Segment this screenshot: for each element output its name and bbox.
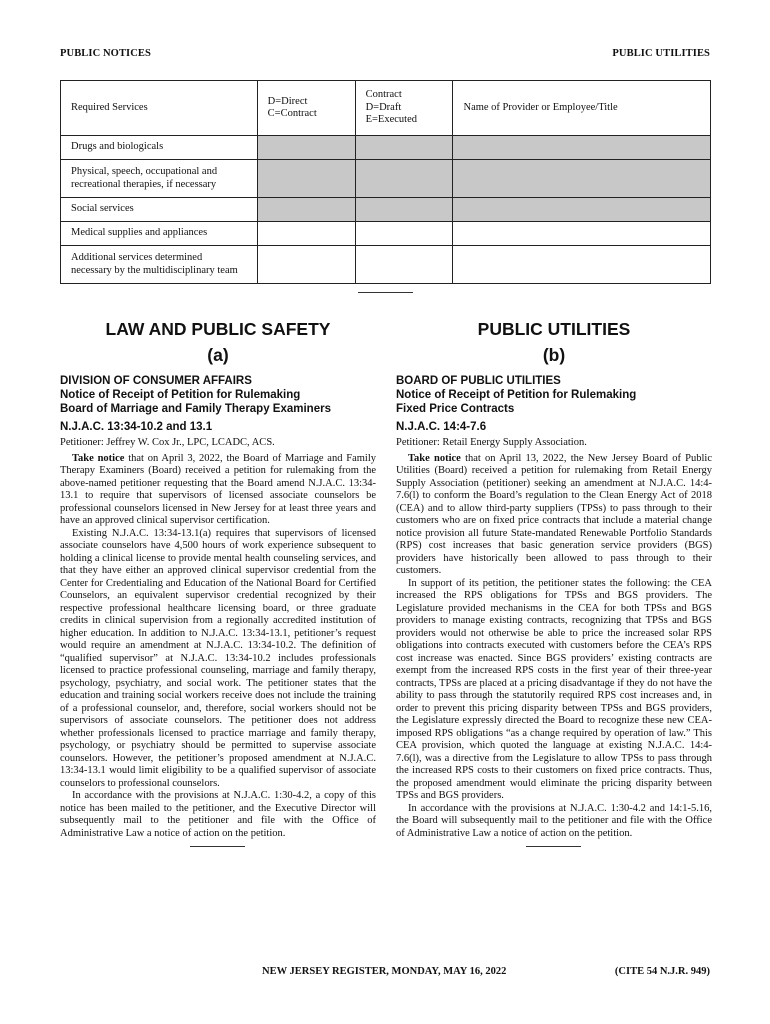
table-row [61, 198, 711, 222]
body-paragraph: In support of its petition, the petitioner states the following: the CEA increased the RPS obligations for TPSs and BGS providers. The Legislature provided mechanisms in the CEA for both TPSs and BGS providers to manage existing contracts, recognizing that TPSs and BGS providers would not otherwise be able to price the increased solar RPS obligations into contracts executed with customers before the CEA’s RPS cost increase was enacted. Since BGS providers’ existing contracts are exempt from the increased RPS costs in the first year of their three-year contracts, TPSs are placed at a pricing disadvantage if they do not have the ability to pass through the statutorily required RPS cost increases and, in order to prevent this pricing disparity between TPSs and BGS providers, the Legislature expressly directed the Board to recognize these new CEA-imposed RPS obligations “as a change required by operation of law.” This CEA provision, which quoted the language at existing N.J.A.C. 14:4-7.6(l), was a directive from the Legislature to allow TPSs to pass through the increased RPS costs to their customers on fixed price contracts. Thus, the proposed amendment would eliminate the pricing disparity between TPSs and BGS providers. [396, 577, 712, 801]
left-column [60, 318, 376, 840]
table-row [61, 160, 711, 198]
section-letter: (a) [207, 345, 229, 365]
table-cell [453, 160, 711, 198]
table-cell [453, 136, 711, 160]
table-header-row [61, 81, 711, 136]
table-cell [257, 160, 355, 198]
table-cell [453, 198, 711, 222]
table-cell: Medical supplies and appliances [61, 222, 258, 246]
table-header-cell: Contract D=Draft E=Executed [355, 81, 453, 136]
body-paragraph: Take notice that on April 13, 2022, the New Jersey Board of Public Utilities (Board) received a petition for rulemaking from Retail Energy Supply Association (petitioner) seeking an amendment at N.J.A.C. 14:4-7.6(l) to conform the Board’s regulation to the Clean Energy Act of 2018 (CEA) and to allow third-party suppliers (TPSs) to pass through to their customers who are on fixed price contracts that include a material change notice provision all future State-mandated Renewable Portfolio Standards (RPS) cost increases that basic generation service providers (BGS) providers have historically been allowed to pass through to their customers. [396, 452, 712, 576]
petitioner: Petitioner: Jeffrey W. Cox Jr., LPC, LCADC, ACS. [60, 437, 275, 448]
rule-citation: N.J.A.C. 14:4-7.6 [396, 421, 487, 433]
table-row [61, 246, 711, 284]
table-cell: Additional services determined necessary by the multidisciplinary team [61, 246, 258, 284]
rule-citation: N.J.A.C. 13:34-10.2 and 13.1 [60, 421, 213, 433]
required-services-table [60, 80, 711, 284]
section-letter: (b) [542, 345, 566, 365]
table-cell [355, 198, 453, 222]
table-cell [355, 136, 453, 160]
table-header-cell: Name of Provider or Employee/Title [453, 81, 711, 136]
table-cell [355, 246, 453, 284]
agency-name: DIVISION OF CONSUMER AFFAIRS [60, 375, 252, 387]
table-cell [257, 246, 355, 284]
notice-title: Notice of Receipt of Petition for Rulemaking Board of Marriage and Family Therapy Examiners [60, 389, 331, 415]
section-divider [190, 846, 245, 847]
table-cell [355, 222, 453, 246]
petitioner: Petitioner: Retail Energy Supply Association. [396, 437, 587, 448]
right-column [396, 318, 712, 840]
section-divider [358, 292, 413, 293]
table-row [61, 222, 711, 246]
table-cell [257, 136, 355, 160]
table-header-cell: D=Direct C=Contract [257, 81, 355, 136]
notice-title: Notice of Receipt of Petition for Rulemaking Fixed Price Contracts [396, 389, 637, 415]
table-cell [257, 222, 355, 246]
footer-citation: (CITE 54 N.J.R. 949) [614, 966, 710, 977]
footer-register-date: NEW JERSEY REGISTER, MONDAY, MAY 16, 2022 [262, 966, 507, 977]
body-paragraph: In accordance with the provisions at N.J.A.C. 1:30-4.2, a copy of this notice has been mailed to the petitioner, and the Executive Director will subsequently mail to the petitioner and file with the Office of Administrative Law a notice of action on the petition. [60, 790, 376, 839]
body-paragraph: Existing N.J.A.C. 13:34-13.1(a) requires that supervisors of licensed associate counselors have 4,500 hours of work experience subsequent to holding a clinical license to provide mental health counseling services, and that they have either an approved clinical supervisor credential from the Center for Credentialing and Education of the National Board for Certified Counselors, an equivalent supervisor credential recognized by their respective professional healthcare licensing board, or three graduate credits in clinical supervision from a regionally accredited institution of higher education. In addition to N.J.A.C. 13:34-13.1, petitioner’s request would require an amendment at N.J.A.C. 13:34-10.2. The definition of “qualified supervisor” at N.J.A.C. 13:34-10.2 includes professionals licensed to practice professional counseling, marriage and family therapy, psychology, psychiatry, and social work. The petitioner states that the education and training social workers receive does not include the training of a professional counselor, and, therefore, social workers should not be supervisors of associate counselors. The petitioner does not address whether professionals licensed to practice marriage and family therapy, psychology, or psychiatry should be permitted to supervise associate counselors. However, the petitioner’s proposed amendment at N.J.A.C. 13:34-13.1 would limit eligibility to be a qualified supervisor of associate counselors to professional counselors. [60, 527, 376, 789]
table-cell [355, 160, 453, 198]
table-cell: Physical, speech, occupational and recreational therapies, if necessary [61, 160, 258, 198]
running-header-right: PUBLIC UTILITIES [612, 48, 710, 59]
body-paragraph: In accordance with the provisions at N.J.A.C. 1:30-4.2 and 14:1-5.16, the Board will subsequently mail to the petitioner and file with the Office of Administrative Law a notice of action on the petition. [396, 802, 712, 839]
section-divider [526, 846, 581, 847]
table-cell: Drugs and biologicals [61, 136, 258, 160]
table-cell: Social services [61, 198, 258, 222]
body-paragraph: Take notice that on April 3, 2022, the Board of Marriage and Family Therapy Examiners (Board) received a petition for rulemaking from the above-named petitioner requesting that the Board amend N.J.A.C. 13:34-13.1 to require that supervisors of licensed associate counselors be professional counselors licensed in New Jersey for at least three years and have an approved clinical supervisor certification. [60, 452, 376, 526]
running-header-left: PUBLIC NOTICES [60, 48, 151, 59]
table-cell [453, 246, 711, 284]
table-cell [257, 198, 355, 222]
table-cell [453, 222, 711, 246]
table-header-cell: Required Services [61, 81, 258, 136]
section-title: PUBLIC UTILITIES [477, 319, 631, 339]
agency-name: BOARD OF PUBLIC UTILITIES [396, 375, 561, 387]
table-row [61, 136, 711, 160]
section-title: LAW AND PUBLIC SAFETY [105, 319, 331, 339]
